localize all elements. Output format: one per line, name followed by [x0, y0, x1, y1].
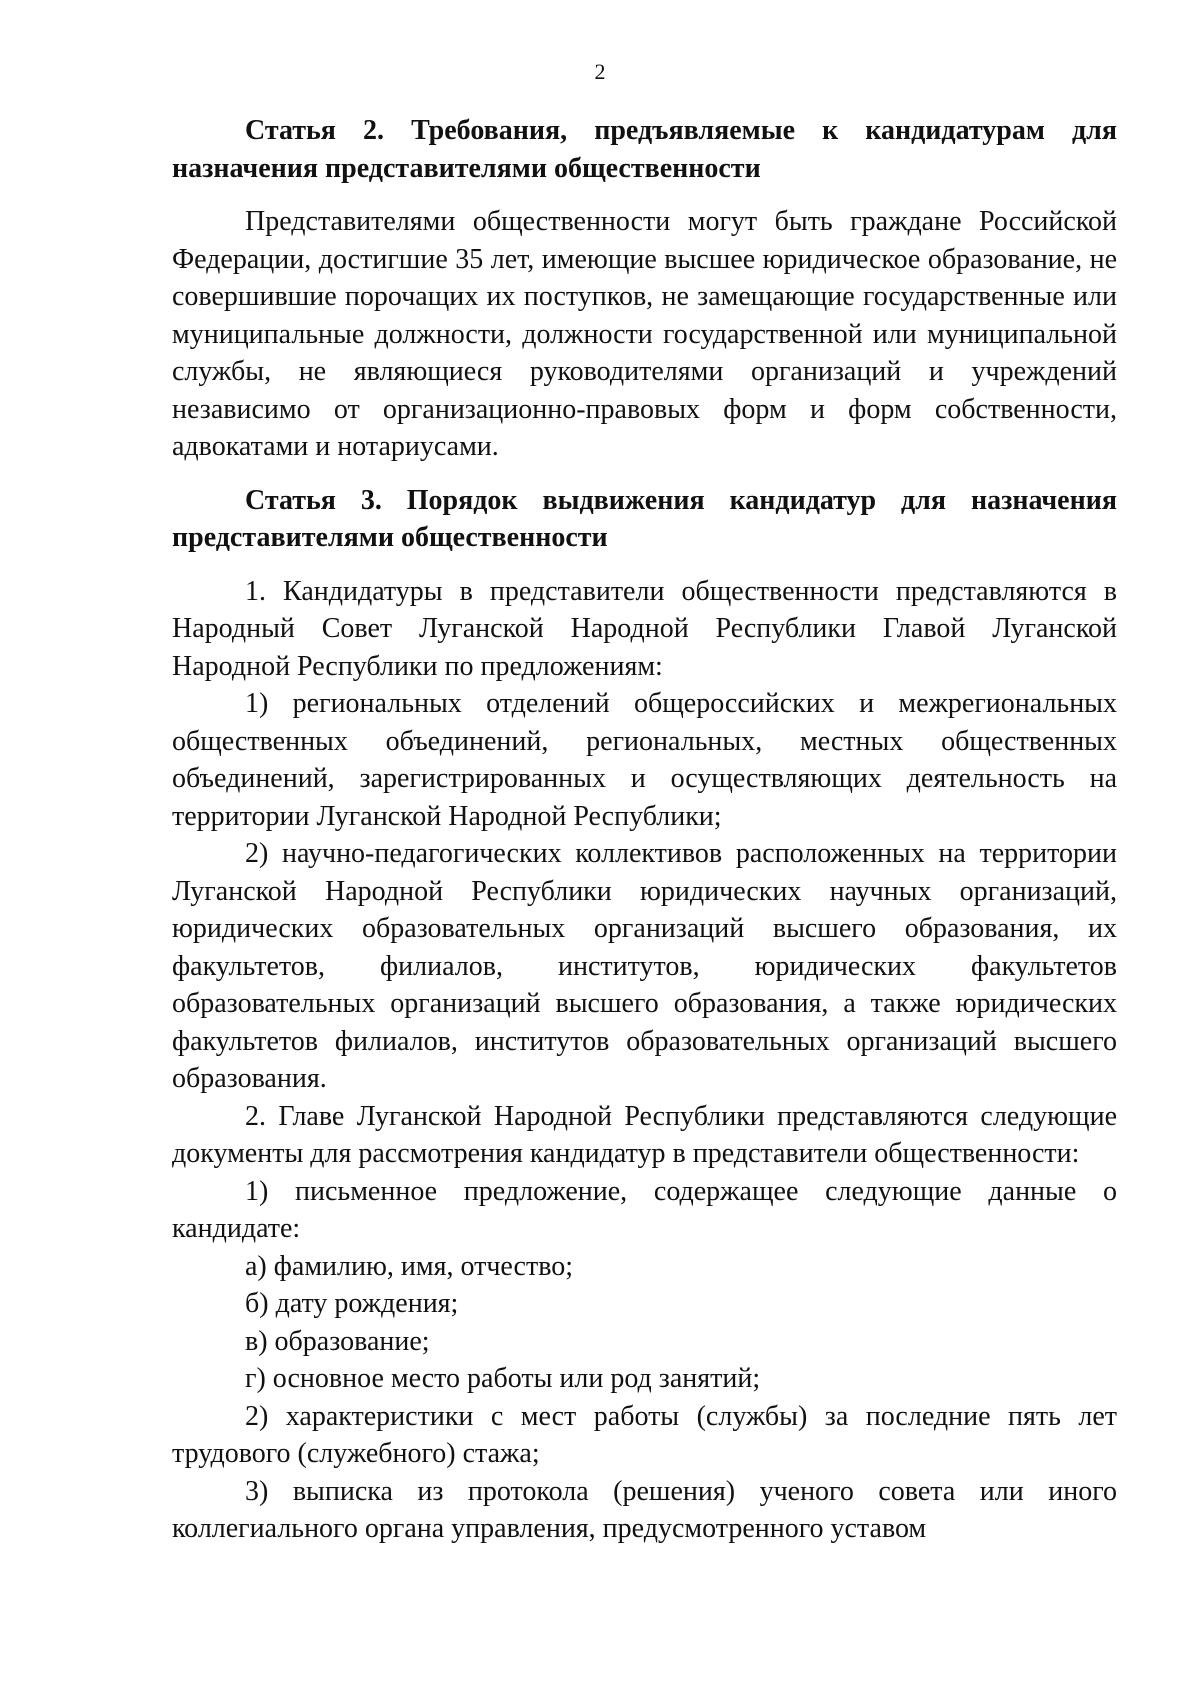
document-body — [172, 112, 1117, 1548]
article-3-paragraph: 2. Главе Луганской Народной Республики представляются следующие документы для рассмотрения кандидатур в представители общественности: — [172, 1100, 1117, 1169]
article-3-heading: Статья 3. Порядок выдвижения кандидатур для назначения представителями общественности — [172, 484, 1117, 553]
article-3-paragraph: 2) характеристики с мест работы (службы) за последние пять лет трудового (служебного) стажа; — [172, 1400, 1117, 1469]
article-2-heading: Статья 2. Требования, предъявляемые к кандидатурам для назначения представителями общественности — [172, 115, 1117, 184]
article-3-list-item: а) фамилию, имя, отчество; — [245, 1250, 574, 1282]
article-3-list-item: г) основное место работы или род занятий; — [245, 1363, 761, 1394]
page-number: 2 — [594, 59, 606, 84]
article-3-paragraph: 1) письменное предложение, содержащее следующие данные о кандидате: — [172, 1175, 1117, 1244]
article-3-paragraph: 1. Кандидатуры в представители общественности представляются в Народный Совет Луганской Народной Республики Главой Луганской Народной Республики по предложениям: — [172, 575, 1117, 682]
article-3-list-item: б) дату рождения; — [245, 1288, 459, 1319]
article-3-paragraph: 2) научно-педагогических коллективов расположенных на территории Луганской Народной Республики юридических научных организаций, юридических образовательных организаций высшего образования, их факультетов, филиалов, институтов, юридических факультетов образовательных организаций высшего образования, а также юридических факультетов филиалов, институтов образовательных организаций высшего образования. — [172, 838, 1117, 1094]
article-2-paragraph: Представителями общественности могут быть граждане Российской Федерации, достигшие 35 лет, имеющие высшее юридическое образование, не совершившие порочащих их поступков, не замещающие государственные или муниципальные должности, должности государственной или муниципальной службы, не являющиеся руководителями организаций и учреждений независимо от организационно-правовых форм и форм собственности, адвокатами и нотариусами. — [172, 206, 1117, 462]
article-3-paragraph: 3) выписка из протокола (решения) ученого совета или иного коллегиального органа управления, предусмотренного уставом — [172, 1475, 1117, 1544]
article-3-paragraph: 1) региональных отделений общероссийских и межрегиональных общественных объединений, региональных, местных общественных объединений, зарегистрированных и осуществляющих деятельность на территории Луганской Народной Республики; — [172, 688, 1117, 832]
article-3-list-item: в) образование; — [245, 1325, 430, 1357]
